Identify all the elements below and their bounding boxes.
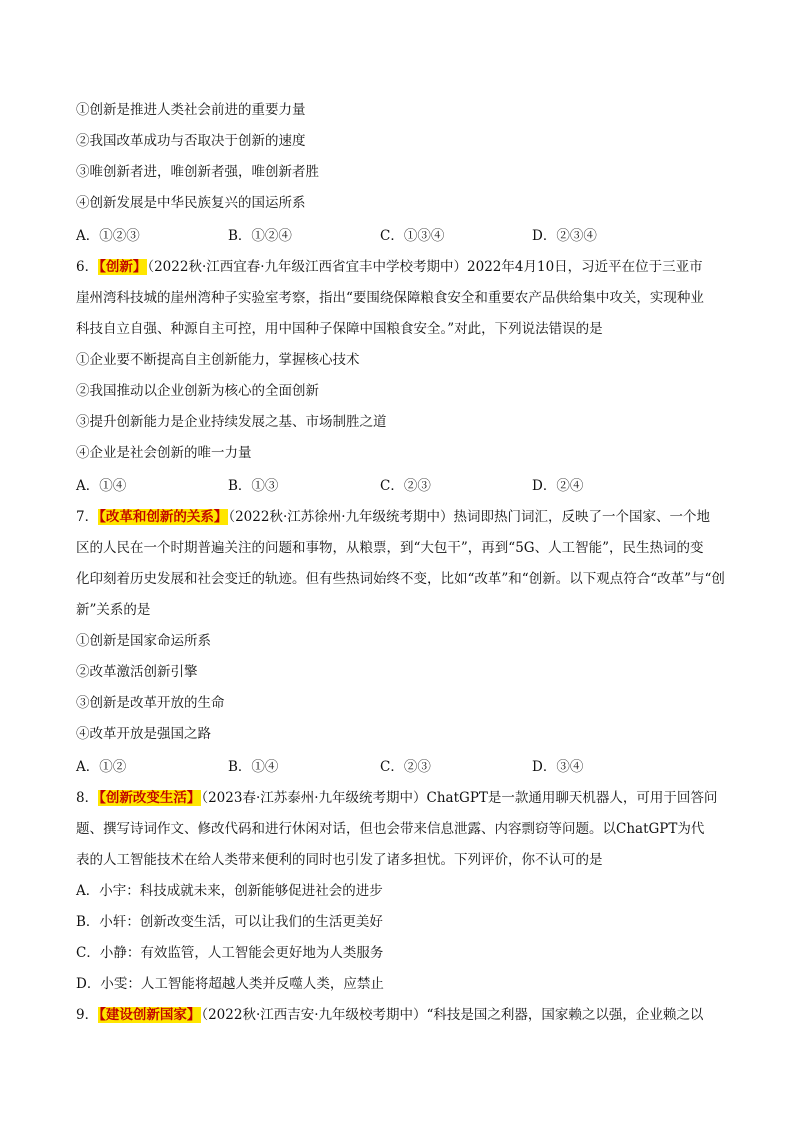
q6-stem-line-1 <box>76 258 724 276</box>
q8-stem-line-2: 题、撰写诗词作文、修改代码和进行休闲对话，但也会带来信息泄露、内容剽窃等问题。以ChatGPT为代 <box>76 821 705 837</box>
q6-topic-tag: 【创新】 <box>99 259 147 275</box>
q7-stem-line-3: 化印刻着历史发展和社会变迁的轨迹。但有些热词始终不变，比如“改革”和“创新。以下观点符合“改革”与“创 <box>76 571 725 587</box>
q5-options <box>76 227 724 245</box>
q8-stem-line-1 <box>76 789 724 807</box>
q7-option-d: D．③④ <box>532 759 584 775</box>
q7-stem-text-1: （2022秋·江苏徐州·九年级统考期中）热词即热门词汇，反映了一个国家、一个地 <box>228 509 711 525</box>
q5-statement-3: ③唯创新者进，唯创新者强，唯创新者胜 <box>76 164 319 180</box>
q7-option-b: B．①④ <box>228 759 279 775</box>
q9-stem-text-1: （2022秋·江西吉安·九年级校考期中）“科技是国之利器，国家赖之以强，企业赖之以 <box>201 1007 704 1023</box>
q6-stem-text-1: （2022秋·江西宜春·九年级江西省宜丰中学校考期中）2022年4月10日，习近平在位于三亚市 <box>147 259 703 275</box>
q7-options <box>76 758 724 776</box>
q7-stem-line-1 <box>76 508 724 526</box>
q6-option-b: B．①③ <box>228 478 279 494</box>
q8-stem-text-1: （2023春·江苏泰州·九年级统考期中）ChatGPT是一款通用聊天机器人，可用于回答问 <box>201 790 718 806</box>
q7-statement-1: ①创新是国家命运所系 <box>76 633 211 649</box>
q6-option-a: A．①④ <box>76 478 127 494</box>
q7-statement-4: ④改革开放是强国之路 <box>76 726 211 742</box>
q7-stem-line-2: 区的人民在一个时期普遍关注的问题和事物，从粮票，到“大包干”，再到“5G、人工智能”，民生热词的变 <box>76 540 704 556</box>
q7-statement-2: ②改革激活创新引擎 <box>76 664 198 680</box>
q8-topic-tag: 【创新改变生活】 <box>99 790 201 806</box>
q8-answer-b: B．小轩：创新改变生活，可以让我们的生活更美好 <box>76 914 383 930</box>
q6-options <box>76 477 724 495</box>
q7-option-c: C．②③ <box>380 759 431 775</box>
q6-statement-4: ④企业是社会创新的唯一力量 <box>76 445 252 461</box>
q6-stem-line-2: 崖州湾科技城的崖州湾种子实验室考察，指出“要围绕保障粮食安全和重要农产品供给集中攻关，实现种业 <box>76 290 704 306</box>
q5-option-b: B．①②④ <box>228 228 292 244</box>
q7-number: 7． <box>76 509 99 525</box>
q5-statement-1: ①创新是推进人类社会前进的重要力量 <box>76 102 306 118</box>
q9-stem-line-1 <box>76 1006 724 1024</box>
q8-answer-d: D．小雯：人工智能将超越人类并反噬人类，应禁止 <box>76 976 384 992</box>
q6-option-c: C．②③ <box>380 478 431 494</box>
q7-option-a: A．①② <box>76 759 127 775</box>
q5-option-c: C．①③④ <box>380 228 445 244</box>
q8-answer-c: C．小静：有效监管，人工智能会更好地为人类服务 <box>76 945 384 961</box>
q6-statement-3: ③提升创新能力是企业持续发展之基、市场制胜之道 <box>76 414 387 430</box>
q8-answer-a: A．小宇：科技成就未来，创新能够促进社会的进步 <box>76 883 383 899</box>
q6-number: 6． <box>76 259 99 275</box>
q6-statement-2: ②我国推动以企业创新为核心的全面创新 <box>76 383 319 399</box>
q5-statement-2: ②我国改革成功与否取决于创新的速度 <box>76 133 306 149</box>
q6-statement-1: ①企业要不断提高自主创新能力，掌握核心技术 <box>76 352 360 368</box>
q6-stem-line-3: 科技自立自强、种源自主可控，用中国种子保障中国粮食安全。”对此，下列说法错误的是 <box>76 321 603 337</box>
q9-number: 9． <box>76 1007 99 1023</box>
q8-number: 8． <box>76 790 99 806</box>
q5-option-a: A．①②③ <box>76 228 140 244</box>
q7-statement-3: ③创新是改革开放的生命 <box>76 695 225 711</box>
q8-stem-line-3: 表的人工智能技术在给人类带来便利的同时也引发了诸多担忧。下列评价，你不认可的是 <box>76 852 603 868</box>
q7-topic-tag: 【改革和创新的关系】 <box>99 509 228 525</box>
q7-stem-line-4: 新”关系的是 <box>76 602 151 618</box>
q5-option-d: D．②③④ <box>532 228 597 244</box>
q9-topic-tag: 【建设创新国家】 <box>99 1007 201 1023</box>
q5-statement-4: ④创新发展是中华民族复兴的国运所系 <box>76 195 306 211</box>
q6-option-d: D．②④ <box>532 478 584 494</box>
